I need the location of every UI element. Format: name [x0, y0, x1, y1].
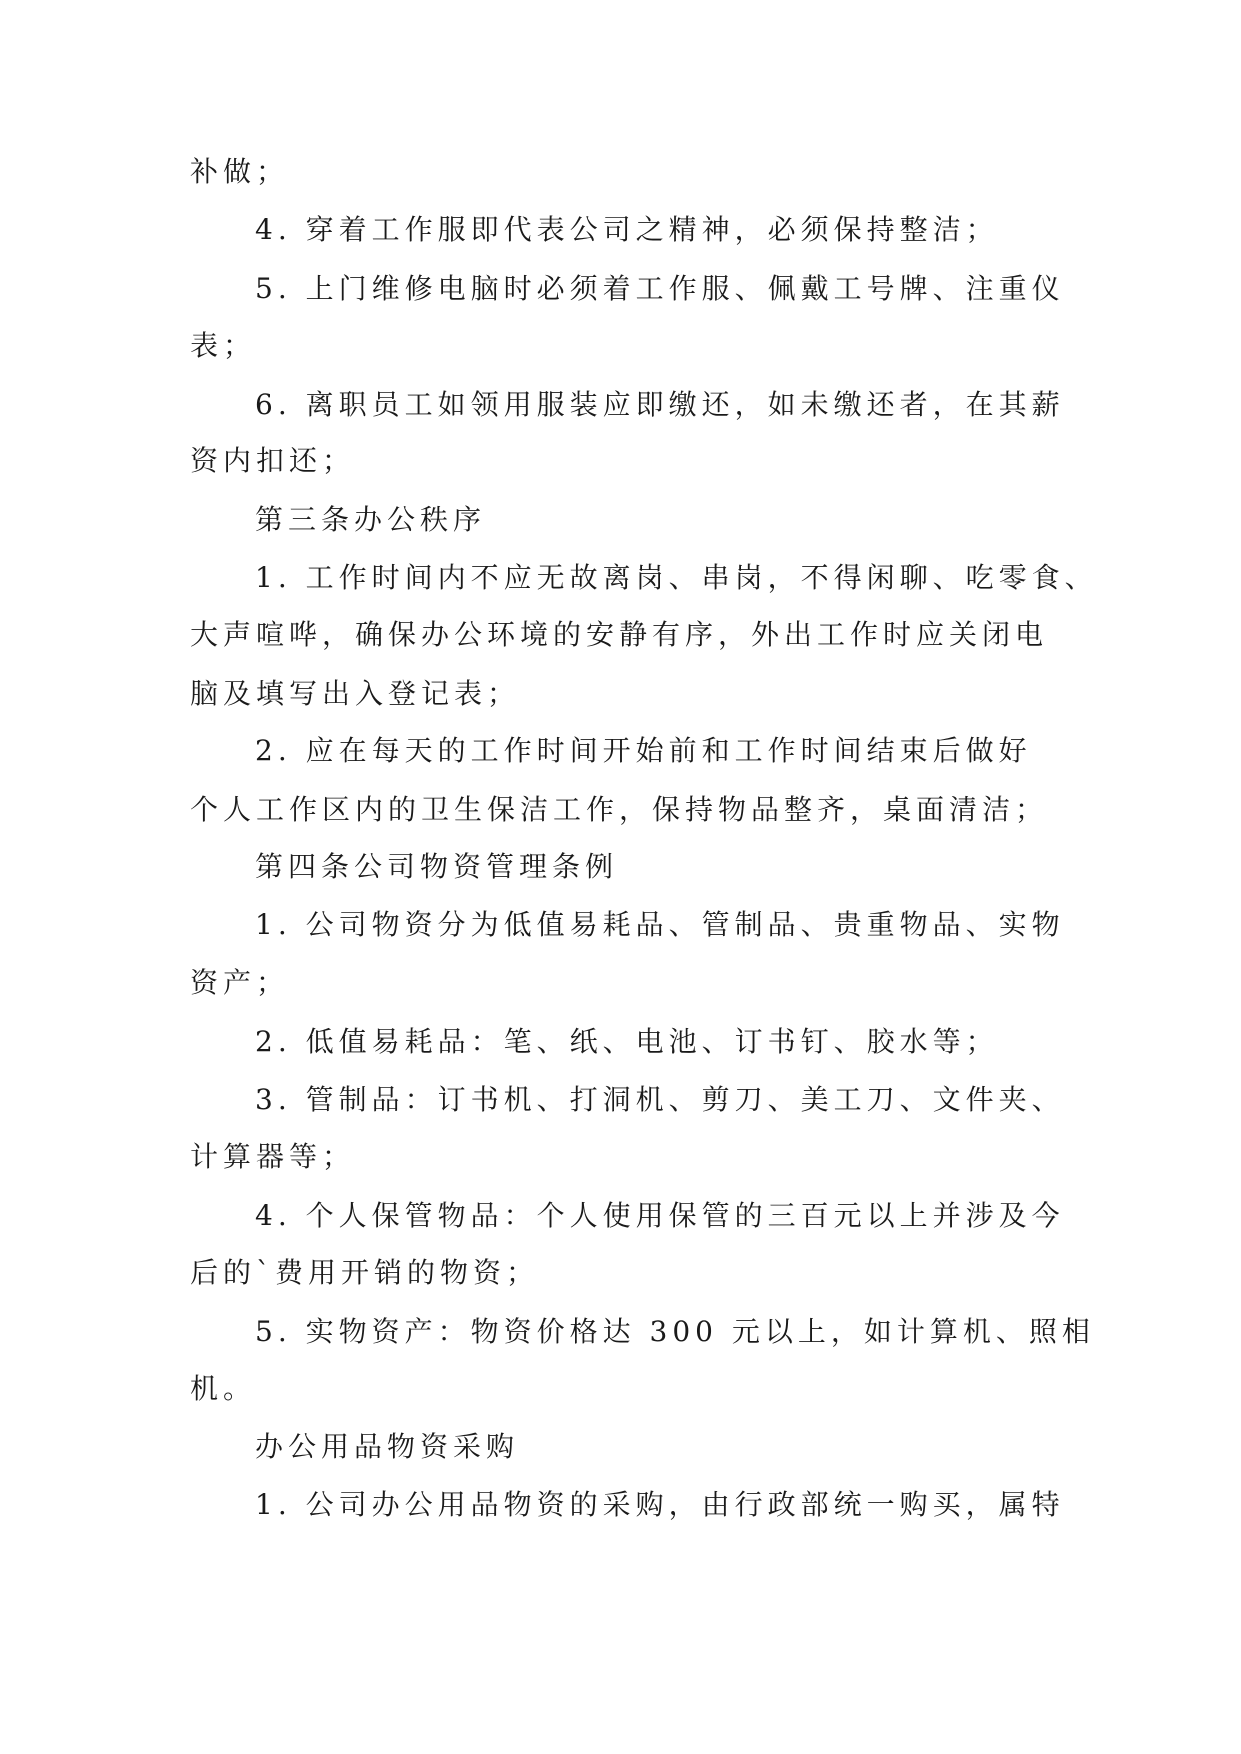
- section-heading: 第三条办公秩序: [255, 503, 487, 536]
- text-line: 6. 离职员工如领用服装应即缴还，如未缴还者，在其薪: [255, 388, 1065, 421]
- text-line: 计算器等；: [190, 1140, 356, 1173]
- text-line: 后的`费用开销的物资；: [190, 1256, 540, 1289]
- text-line: 1. 公司物资分为低值易耗品、管制品、贵重物品、实物: [255, 908, 1065, 941]
- text-line: 个人工作区内的卫生保洁工作，保持物品整齐，桌面清洁；: [190, 793, 1049, 826]
- section-heading: 办公用品物资采购: [255, 1430, 520, 1463]
- text-line: 5. 实物资产：物资价格达 300 元以上，如计算机、照相: [255, 1315, 1095, 1348]
- text-line: 2. 低值易耗品：笔、纸、电池、订书钉、胶水等；: [255, 1025, 999, 1058]
- section-heading: 第四条公司物资管理条例: [255, 850, 619, 883]
- text-line: 2. 应在每天的工作时间开始前和工作时间结束后做好: [255, 734, 1032, 767]
- text-line: 1. 工作时间内不应无故离岗、串岗，不得闲聊、吃零食、: [255, 561, 1098, 594]
- text-line: 3. 管制品：订书机、打洞机、剪刀、美工刀、文件夹、: [255, 1083, 1065, 1116]
- text-line: 大声喧哗，确保办公环境的安静有序，外出工作时应关闭电: [190, 618, 1049, 651]
- text-line: 4. 个人保管物品：个人使用保管的三百元以上并涉及今: [255, 1199, 1065, 1232]
- text-line: 资内扣还；: [190, 444, 356, 477]
- text-line: 表；: [190, 329, 257, 362]
- text-line: 4. 穿着工作服即代表公司之精神，必须保持整洁；: [255, 213, 999, 246]
- text-line: 1. 公司办公用品物资的采购，由行政部统一购买，属特: [255, 1488, 1065, 1521]
- text-line: 资产；: [190, 966, 290, 999]
- text-line: 机。: [190, 1372, 257, 1405]
- text-line: 补做；: [190, 155, 290, 188]
- text-line: 5. 上门维修电脑时必须着工作服、佩戴工号牌、注重仪: [255, 272, 1065, 305]
- text-line: 脑及填写出入登记表；: [190, 677, 521, 710]
